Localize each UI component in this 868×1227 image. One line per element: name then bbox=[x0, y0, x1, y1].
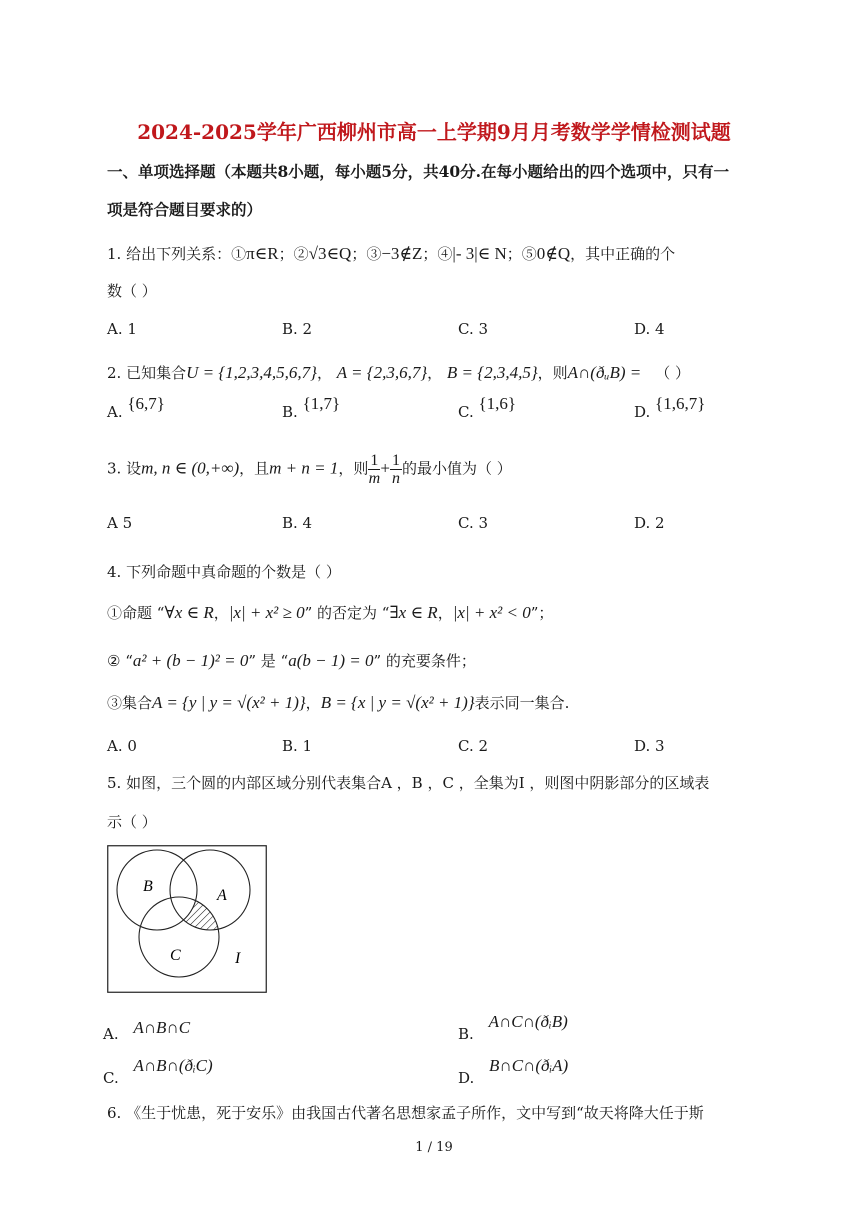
q2-option-c-letter: C. bbox=[458, 403, 474, 421]
venn-label-a: A bbox=[217, 887, 227, 904]
q4-option-c[interactable]: C. 2 bbox=[458, 737, 489, 755]
q5-option-d-expr: B∩C∩(ðᵢA) bbox=[489, 1056, 569, 1075]
q2-option-a-letter: A. bbox=[107, 403, 123, 421]
venn-label-b: B bbox=[143, 878, 153, 895]
q1-relation-4: |- 3|∈ N bbox=[452, 244, 507, 263]
q4-p1-math-b: ∀x ∈ R bbox=[164, 603, 214, 622]
q4-p3-text-a: ③集合 bbox=[107, 694, 153, 712]
q3-suffix: 的最小值为（ ） bbox=[401, 459, 512, 478]
q3-prefix: 3. 设 bbox=[107, 459, 142, 478]
q5-option-b[interactable] bbox=[458, 1012, 568, 1043]
q3-condition: m, n ∈ (0,+∞) bbox=[141, 458, 240, 478]
page-number: 1 / 19 bbox=[415, 1140, 453, 1155]
q2-stem: 2. 已知集合U = {1,2,3,4,5,6,7}， A = {2,3,6,7}， B = {2,3,4,5}，则A∩(ðᵤB) = （ ） bbox=[107, 363, 690, 382]
q3-fraction-1 bbox=[368, 452, 380, 487]
q4-p2-text-a: ② “ bbox=[107, 652, 133, 670]
q4-proposition-3 bbox=[107, 692, 569, 713]
q4-p3-math-b: A = {y | y = √(x² + 1)} bbox=[152, 693, 306, 712]
q1-stem bbox=[107, 243, 675, 264]
q4-p1-text-e: ” 的否定为 “ bbox=[304, 604, 390, 622]
q4-stem: 4. 下列命题中真命题的个数是（ ） bbox=[107, 563, 341, 581]
q4-p3-text-e: 表示同一集合. bbox=[474, 694, 570, 712]
q1-option-a[interactable]: A. 1 bbox=[107, 320, 137, 338]
q3-sum: m + n = 1 bbox=[269, 458, 339, 478]
q1-sep4: ；⑤ bbox=[506, 245, 537, 263]
q4-p2-math-b: a² + (b − 1)² = 0 bbox=[132, 651, 249, 670]
q3-fraction-2 bbox=[390, 452, 402, 487]
q4-option-a[interactable]: A. 0 bbox=[107, 737, 137, 755]
q4-p2-text-c: ” 是 “ bbox=[248, 652, 289, 670]
q3-fraction-1-den: m bbox=[368, 470, 381, 487]
q5-stem-line2: 示（ ） bbox=[107, 813, 157, 831]
q2-option-d[interactable] bbox=[634, 394, 706, 422]
q4-option-d[interactable]: D. 3 bbox=[634, 737, 665, 755]
q3-fraction-2-den: n bbox=[391, 470, 400, 487]
q3-fraction-1-num: 1 bbox=[370, 452, 379, 469]
q4-p1-math-d: |x| + x² ≥ 0 bbox=[228, 603, 305, 622]
q6-stem-line1: 6. 《生于忧患，死于安乐》由我国古代著名思想家孟子所作，文中写到“故天将降大任于斯 bbox=[107, 1104, 704, 1122]
q4-p2-math-d: a(b − 1) = 0 bbox=[288, 651, 374, 670]
q4-p1-text-g: ， bbox=[437, 604, 453, 622]
q2-option-a[interactable] bbox=[107, 394, 165, 422]
q1-relation-5: 0∉Q bbox=[536, 244, 571, 263]
q5-option-c-letter: C. bbox=[103, 1069, 119, 1087]
q1-sep2: ；③ bbox=[351, 245, 382, 263]
q3-option-d[interactable]: D. 2 bbox=[634, 514, 665, 532]
section-heading-line2: 项是符合题目要求的） bbox=[107, 200, 263, 219]
q3-and: ，且 bbox=[239, 459, 270, 478]
q2-option-d-set: {1,6,7} bbox=[655, 394, 706, 413]
q1-option-b[interactable]: B. 2 bbox=[282, 320, 313, 338]
q5-option-b-expr: A∩C∩(ðᵢB) bbox=[488, 1012, 568, 1031]
q3-then: ，则 bbox=[338, 459, 369, 478]
q4-p1-math-h: |x| + x² < 0 bbox=[452, 603, 531, 622]
q4-proposition-1 bbox=[107, 602, 553, 623]
q4-p3-math-d: B = {x | y = √(x² + 1)} bbox=[320, 693, 475, 712]
q2-option-b-letter: B. bbox=[282, 403, 298, 421]
q5-option-c[interactable] bbox=[103, 1056, 213, 1087]
q2-set-u: U = {1,2,3,4,5,6,7} bbox=[186, 363, 317, 382]
venn-label-i: I bbox=[235, 950, 241, 967]
q5-option-a-letter: A. bbox=[103, 1025, 119, 1043]
q1-relation-1: π∈R bbox=[246, 244, 279, 263]
q4-p1-text-i: ”； bbox=[530, 604, 554, 622]
q4-p1-math-f: ∃x ∈ R bbox=[389, 603, 438, 622]
venn-label-c: C bbox=[170, 947, 181, 964]
q2-option-b[interactable] bbox=[282, 394, 341, 422]
q1-suffix: ，其中正确的个 bbox=[570, 245, 676, 263]
q2-option-a-set: {6,7} bbox=[127, 394, 165, 413]
q2-answer-paren: （ ） bbox=[655, 364, 690, 382]
q2-option-c[interactable] bbox=[458, 394, 517, 422]
q3-option-a[interactable]: A 5 bbox=[107, 514, 133, 532]
q1-stem-line2: 数（ ） bbox=[107, 282, 157, 300]
q2-set-a: A = {2,3,6,7} bbox=[336, 363, 428, 382]
q4-p2-text-e: ” 的充要条件； bbox=[373, 652, 476, 670]
q2-prefix: 2. 已知集合 bbox=[107, 364, 187, 382]
q1-relation-2: √3∈Q bbox=[308, 244, 352, 263]
q3-fraction-2-num: 1 bbox=[391, 452, 400, 469]
q2-set-b: B = {2,3,4,5} bbox=[446, 363, 538, 382]
q2-option-b-set: {1,7} bbox=[302, 394, 341, 413]
q5-option-b-letter: B. bbox=[458, 1025, 474, 1043]
q2-option-c-set: {1,6} bbox=[478, 394, 517, 413]
q5-option-c-expr: A∩B∩(ðᵢC) bbox=[133, 1056, 213, 1075]
q3-stem: 3. 设m, n ∈ (0,+∞)，且m + n = 1，则 $\frac{1}{m}$ + $\frac{1}{n}$ 的最小值为（ ） bbox=[107, 452, 512, 487]
q2-option-d-letter: D. bbox=[634, 403, 651, 421]
q1-option-d[interactable]: D. 4 bbox=[634, 320, 665, 338]
q3-option-c[interactable]: C. 3 bbox=[458, 514, 489, 532]
q5-option-a-expr: A∩B∩C bbox=[133, 1018, 191, 1037]
q1-prefix: 1. 给出下列关系：① bbox=[107, 245, 247, 263]
q3-option-b[interactable]: B. 4 bbox=[282, 514, 313, 532]
q1-option-c[interactable]: C. 3 bbox=[458, 320, 489, 338]
q5-option-d-letter: D. bbox=[458, 1069, 475, 1087]
shaded-region bbox=[117, 850, 219, 977]
section-heading-line1: 一、单项选择题（本题共8小题，每小题5分，共40分.在每小题给出的四个选项中，只有一 bbox=[107, 162, 730, 181]
q2-then: ，则 bbox=[537, 364, 568, 382]
q1-relation-3: −3∉Z bbox=[381, 244, 423, 263]
q4-proposition-2 bbox=[107, 650, 476, 671]
q2-expression: A∩(ðᵤB) = bbox=[567, 363, 642, 382]
venn-diagram bbox=[107, 845, 267, 993]
document-title: 2024-2025学年广西柳州市高一上学期9月月考数学学情检测试题 bbox=[137, 120, 731, 144]
q5-stem-line1: 5. 如图，三个圆的内部区域分别代表集合A ，B ，C ，全集为I ，则图中阴影部分的区域表 bbox=[107, 774, 710, 792]
q5-option-a[interactable] bbox=[103, 1018, 191, 1043]
q4-option-b[interactable]: B. 1 bbox=[282, 737, 313, 755]
q1-sep1: ；② bbox=[278, 245, 309, 263]
q4-p1-text-c: ， bbox=[213, 604, 229, 622]
q1-sep3: ；④ bbox=[422, 245, 453, 263]
q5-option-d[interactable] bbox=[458, 1056, 569, 1087]
q4-p3-text-c: ， bbox=[305, 694, 321, 712]
q4-p1-text-a: ①命题 “ bbox=[107, 604, 165, 622]
